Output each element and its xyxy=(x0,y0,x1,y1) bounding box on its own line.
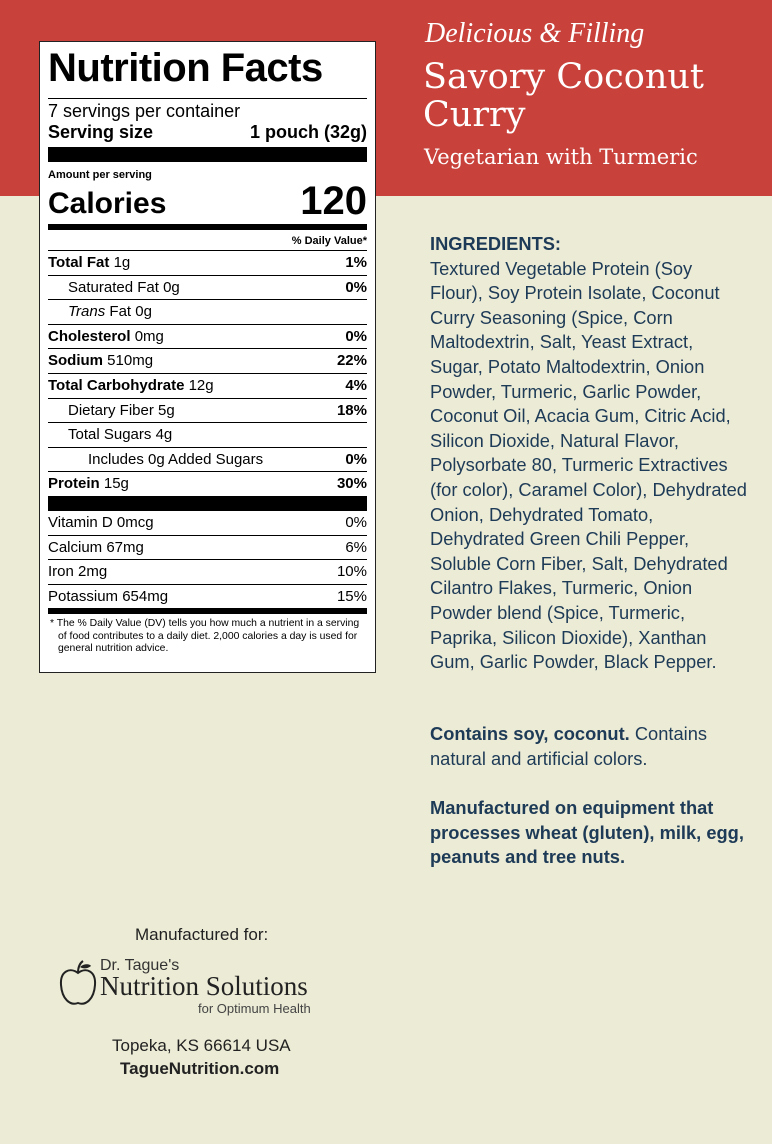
nutrition-facts-panel xyxy=(39,41,376,673)
vitamin-row-d: Vitamin D 0mcg 0% xyxy=(48,511,367,536)
serving-size-label: Serving size xyxy=(48,122,154,142)
divider-thick-2 xyxy=(48,496,367,511)
nutrient-row-sodium: Sodium 510mg 22% xyxy=(48,349,367,374)
product-title-line1: Savory Coconut xyxy=(423,57,704,97)
allergen-bold: Contains soy, coconut. xyxy=(430,723,630,744)
manufacturing-note: Manufactured on equipment that processes wheat (gluten), milk, egg, peanuts and tree nuts. xyxy=(430,797,744,868)
tagline: Delicious & Filling xyxy=(425,18,645,49)
nutrient-row-dietary-fiber: Dietary Fiber 5g 18% xyxy=(48,399,367,424)
vitamin-row-potassium: Potassium 654mg 15% xyxy=(48,587,367,605)
product-title xyxy=(423,58,704,134)
logo-sub-text: for Optimum Health xyxy=(198,1001,311,1016)
ingredients-block xyxy=(430,232,750,675)
calories-value: 120 xyxy=(300,179,367,223)
company-logo xyxy=(56,955,366,1025)
serving-size-row xyxy=(48,121,367,143)
nutrient-row-trans-fat: Trans Fat 0g xyxy=(48,300,367,325)
ingredients-text: Textured Vegetable Protein (Soy Flour), Soy Protein Isolate, Coconut Curry Seasoning (Spice, Corn Maltodextrin, Salt, Yeast Extract, Sugar, Potato Maltodextrin, Onion Powder, Turmeric, Garlic Powder, Coconut Oil, Acacia Gum, Citric Acid, Silicon Dioxide, Natural Flavor, Polysorbate 80, Turmeric Extractives (for color), Caramel Color), Dehydrated Onion, Dehydrated Tomato, Dehydrated Green Chili Pepper, Soluble Corn Fiber, Salt, Dehydrated Cilantro Flakes, Turmeric, Onion Powder blend (Spice, Turmeric, Paprika, Silicon Dioxide), Xanthan Gum, Garlic Powder, Black Pepper. xyxy=(430,257,747,673)
company-website: TagueNutrition.com xyxy=(120,1059,280,1078)
daily-value-footnote: * The % Daily Value (DV) tells you how much a nutrient in a serving of food contributes to a daily diet. 2,000 calories a day is used for general nutrition advice. xyxy=(50,618,360,655)
calories-row xyxy=(48,181,367,221)
amount-per-serving: Amount per serving xyxy=(48,169,152,181)
divider-thick xyxy=(48,147,367,162)
nutrient-row-total-fat: Total Fat 1g 1% xyxy=(48,251,367,276)
allergen-statement xyxy=(430,722,750,771)
apple-icon xyxy=(58,959,98,1009)
daily-value-header: % Daily Value* xyxy=(48,230,367,251)
ingredients-heading: INGREDIENTS: xyxy=(430,233,562,254)
product-subtitle: Vegetarian with Turmeric xyxy=(424,145,698,169)
nutrient-row-total-carbohydrate: Total Carbohydrate 12g 4% xyxy=(48,374,367,399)
nutrient-row-protein: Protein 15g 30% xyxy=(48,475,367,493)
logo-main-text: Nutrition Solutions xyxy=(100,971,308,1001)
allergen-rest: Contains natural and artificial colors. xyxy=(430,723,707,769)
manufactured-for-label: Manufactured for: xyxy=(135,925,269,944)
nutrient-row-saturated-fat: Saturated Fat 0g 0% xyxy=(48,276,367,301)
vitamin-row-calcium: Calcium 67mg 6% xyxy=(48,536,367,561)
nutrient-row-added-sugars: Includes 0g Added Sugars 0% xyxy=(48,448,367,473)
nutrient-row-cholesterol: Cholesterol 0mg 0% xyxy=(48,325,367,350)
calories-label: Calories xyxy=(48,187,167,220)
product-title-line2: Curry xyxy=(423,95,526,135)
nutrition-facts-title: Nutrition Facts xyxy=(48,46,323,90)
vitamin-row-iron: Iron 2mg 10% xyxy=(48,560,367,585)
logo-small-text: Dr. Tague's xyxy=(100,957,180,974)
nutrient-row-total-sugars: Total Sugars 4g xyxy=(48,423,367,448)
serving-size-value: 1 pouch (32g) xyxy=(249,122,367,142)
servings-per-container: 7 servings per container xyxy=(48,98,367,121)
company-address: Topeka, KS 66614 USA xyxy=(112,1036,291,1055)
